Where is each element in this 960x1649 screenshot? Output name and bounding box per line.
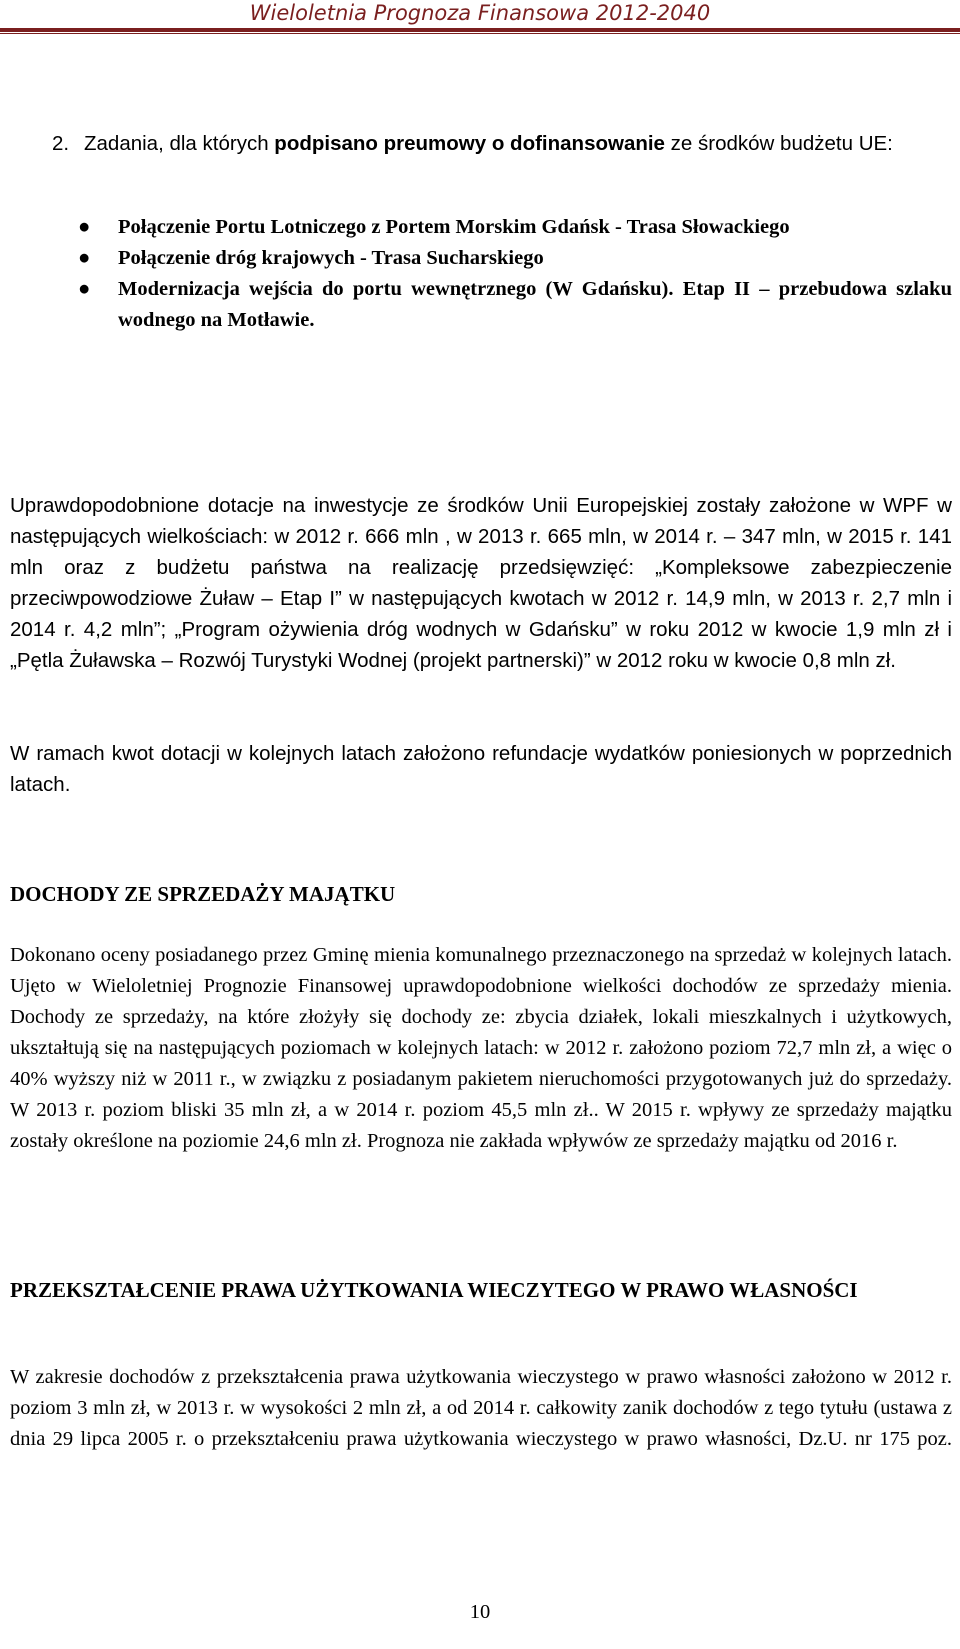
bullet-icon: ● xyxy=(78,216,91,238)
section-2-text xyxy=(84,128,952,159)
refundacje-paragraph: W ramach kwot dotacji w kolejnych latach założono refundacje wydatków poniesionych w poprzednich latach. xyxy=(10,742,952,796)
list-item xyxy=(0,212,960,243)
section-number: 2. xyxy=(52,132,70,155)
dotacje-paragraph: Uprawdopodobnione dotacje na inwestycje ze środków Unii Europejskiej zostały założone w WPF w następujących wielkościach: w 2012 r. 666 mln , w 2013 r. 665 mln, w 2014 r. – 347 mln, w 2015 r. 141 mln oraz z budżetu państwa na realizację przedsięwzięć: „Kompleksowe zabezpieczenie przeciwpowodziowe Żuław – Etap I” w następujących kwotach w 2012 r. 14,9 mln, w 2013 r. 2,7 mln i 2014 r. 4,2 mln”; „Program ożywienia dróg wodnych w Gdańsku” w roku 2012 w kwocie 1,9 mln zł i „Pętla Żuławska – Rozwój Turystyki Wodnej (projekt partnerski)” w 2012 roku w kwocie 0,8 mln zł. xyxy=(10,494,952,672)
project-list xyxy=(0,212,960,336)
list-item xyxy=(0,274,960,336)
bullet-icon: ● xyxy=(78,247,91,269)
header-rule-thin xyxy=(0,33,960,34)
dochody-heading: DOCHODY ZE SPRZEDAŻY MAJĄTKU xyxy=(10,882,396,906)
intro-bold: podpisano preumowy o dofinansowanie xyxy=(274,132,665,155)
running-header: Wieloletnia Prognoza Finansowa 2012-2040 xyxy=(249,1,711,25)
przeksztalcenie-paragraph: W zakresie dochodów z przekształcenia prawa użytkowania wieczystego w prawo własności założono w 2012 r. poziom 3 mln zł, w 2013 r. w wysokości 2 mln zł, a od 2014 r. całkowity zanik dochodów z tego tytułu (ustawa z dnia 29 lipca 2005 r. o przekształceniu prawa użytkowania wieczystego w prawo własności, Dz.U. nr 175 poz. xyxy=(10,1366,952,1450)
page-number: 10 xyxy=(469,1601,491,1623)
list-item-text: Połączenie Portu Lotniczego z Portem Morskim Gdańsk - Trasa Słowackiego xyxy=(118,216,790,238)
intro-post: ze środków budżetu UE: xyxy=(664,132,893,155)
przeksztalcenie-heading: PRZEKSZTAŁCENIE PRAWA UŻYTKOWANIA WIECZYTEGO W PRAWO WŁASNOŚCI xyxy=(10,1278,858,1302)
section-2-intro xyxy=(52,128,952,159)
list-item xyxy=(0,243,960,274)
list-item-text: Połączenie dróg krajowych - Trasa Sucharskiego xyxy=(118,247,544,269)
bullet-icon: ● xyxy=(78,278,91,300)
dochody-paragraph: Dokonano oceny posiadanego przez Gminę mienia komunalnego przeznaczonego na sprzedaż w kolejnych latach. Ujęto w Wieloletniej Prognozie Finansowej uprawdopodobnione wielkości dochodów ze sprzedaży mienia. Dochody ze sprzedaży, na które złożyły się dochody ze: zbycia działek, lokali mieszkalnych i użytkowych, ukształtują się na następujących poziomach w kolejnych latach: w 2012 r. założono poziom 72,7 mln zł, a więc o 40% wyższy niż w 2011 r., w związku z posiadanym pakietem nieruchomości przygotowanych już do sprzedaży. W 2013 r. poziom bliski 35 mln zł, a w 2014 r. poziom 45,5 mln zł.. W 2015 r. wpływy ze sprzedaży majątku zostały określone na poziomie 24,6 mln zł. Prognoza nie zakłada wpływów ze sprzedaży majątku od 2016 r. xyxy=(10,944,952,1152)
intro-pre: Zadania, dla których xyxy=(84,132,275,155)
list-item-text: Modernizacja wejścia do portu wewnętrznego (W Gdańsku). Etap II – przebudowa szlaku wodnego na Motławie. xyxy=(118,278,952,331)
header-rule xyxy=(0,28,960,32)
